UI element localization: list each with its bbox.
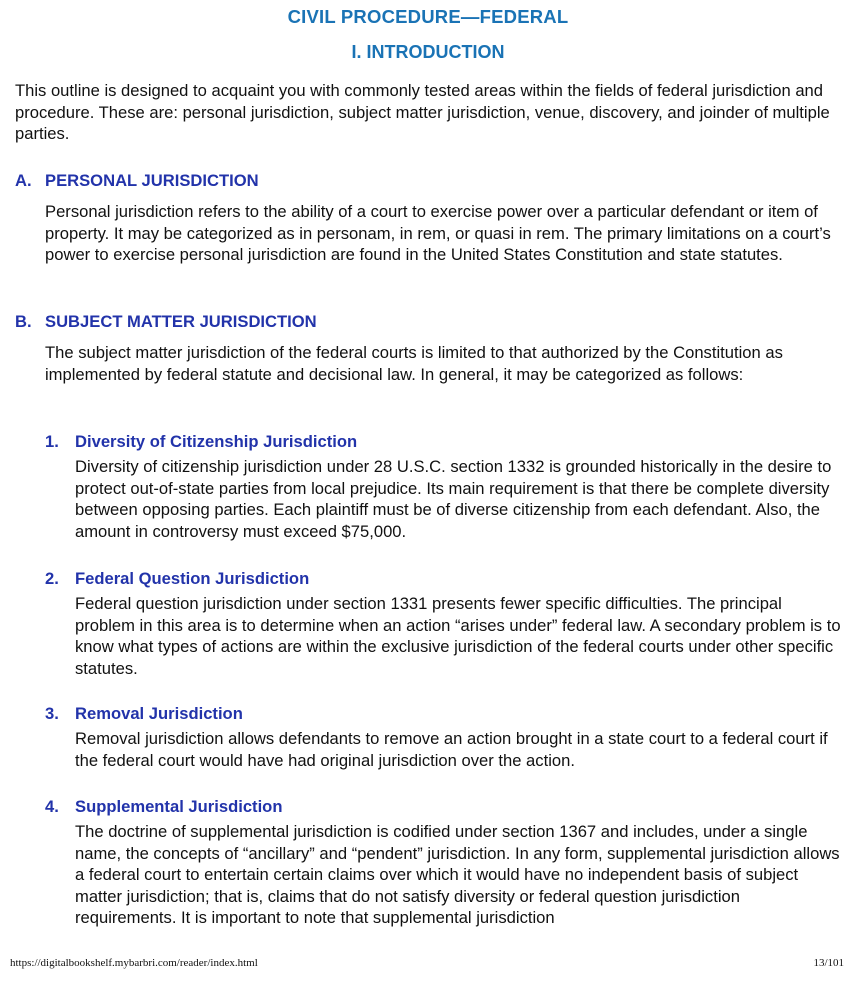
intro-paragraph: This outline is designed to acquaint you with commonly tested areas within the fields of federal jurisdiction and procedure. These are: personal jurisdiction, subject matter jurisdiction, venue, discovery, and joinder of multiple parties. <box>15 81 830 143</box>
heading-label: 4. <box>45 797 59 816</box>
federal-question-jurisdiction-paragraph: Federal question jurisdiction under section 1331 presents fewer specific difficulties. The principal problem in this area is to determine when an action “arises under” federal law. A secondary problem is to know what types of actions are within the exclusive jurisdiction of the federal courts under other specific statutes. <box>75 594 841 678</box>
footer-page-number: 13/101 <box>813 957 844 969</box>
heading-label: 1. <box>45 432 59 451</box>
removal-jurisdiction-paragraph: Removal jurisdiction allows defendants to remove an action brought in a state court to a federal court if the federal court would have had original jurisdiction over the action. <box>75 729 828 770</box>
subject-matter-jurisdiction-paragraph: The subject matter jurisdiction of the federal courts is limited to that authorized by the Constitution as implemented by federal statute and decisional law. In general, it may be categorized as follows: <box>45 343 783 384</box>
section-title: I. INTRODUCTION <box>351 42 505 62</box>
heading-text: Removal Jurisdiction <box>75 704 243 723</box>
page-title: CIVIL PROCEDURE—FEDERAL <box>287 6 569 27</box>
heading-text: Diversity of Citizenship Jurisdiction <box>75 432 358 451</box>
heading-federal-question-jurisdiction <box>45 568 309 589</box>
heading-diversity-jurisdiction <box>45 431 357 452</box>
diversity-jurisdiction-paragraph: Diversity of citizenship jurisdiction under 28 U.S.C. section 1332 is grounded historically in the desire to protect out-of-state parties from local prejudice. Its main requirement is that there be complete diversity between opposing parties. Each plaintiff must be of diverse citizenship from each defendant. Also, the amount in controversy must exceed $75,000. <box>75 457 832 541</box>
heading-text: Federal Question Jurisdiction <box>75 569 310 588</box>
footer-url: https://digitalbookshelf.mybarbri.com/reader/index.html <box>10 957 258 969</box>
heading-label: 2. <box>45 569 59 588</box>
heading-supplemental-jurisdiction <box>45 796 282 817</box>
heading-removal-jurisdiction <box>45 703 243 724</box>
heading-subject-matter-jurisdiction <box>15 311 317 332</box>
heading-text: Supplemental Jurisdiction <box>75 797 283 816</box>
supplemental-jurisdiction-paragraph: The doctrine of supplemental jurisdiction is codified under section 1367 and includes, under a single name, the concepts of “ancillary” and “pendent” jurisdiction. In any form, supplemental jurisdiction allows a federal court to entertain certain claims over which it would have no independent basis of subject matter jurisdiction; that is, claims that do not satisfy diversity or federal question jurisdiction requirements. It is important to note that supplemental jurisdiction <box>75 822 840 927</box>
heading-label: B. <box>15 312 32 331</box>
heading-personal-jurisdiction <box>15 170 259 191</box>
personal-jurisdiction-paragraph: Personal jurisdiction refers to the ability of a court to exercise power over a particular defendant or item of property. It may be categorized as in personam, in rem, or quasi in rem. The primary limitations on a court’s power to exercise personal jurisdiction are found in the United States Constitution and state statutes. <box>45 202 831 264</box>
heading-text: SUBJECT MATTER JURISDICTION <box>45 312 317 331</box>
heading-label: 3. <box>45 704 59 723</box>
heading-label: A. <box>15 171 32 190</box>
heading-text: PERSONAL JURISDICTION <box>45 171 259 190</box>
